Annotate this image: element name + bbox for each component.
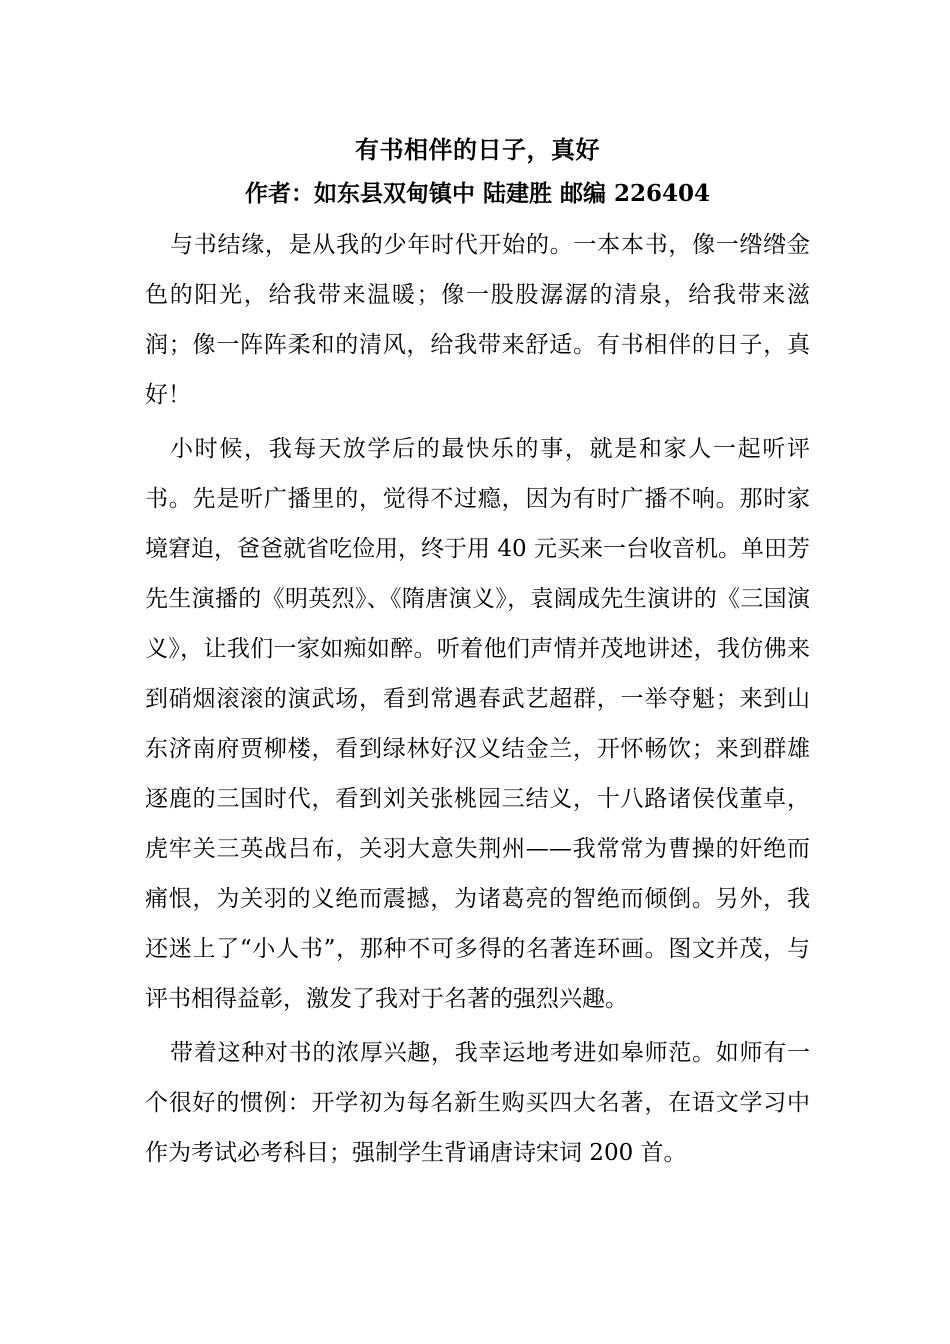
document-title: 有书相伴的日子，真好	[355, 135, 600, 164]
paragraph-2: 小时候，我每天放学后的最快乐的事，就是和家人一起听评书。先是听广播里的，觉得不过瘾，因为有时广播不响。那时家境窘迫，爸爸就省吃俭用，终于用 40 元买来一台收音机。单田芳先生演播的《明英烈》、《隋唐演义》，袁阔成先生演讲的《三国演义》，让我们一家如痴如醉。听着他们声情并茂地讲述，我仿佛来到硝烟滚滚的演武场，看到常遇春武艺超群，一举夺魁；来到山东济南府贾柳楼，看到绿林好汉义结金兰，开怀畅饮；来到群雄逐鹿的三国时代，看到刘关张桃园三结义，十八路诸侯伐董卓，虎牢关三英战吕布，关羽大意失荆州——我常常为曹操的奸绝而痛恨，为关羽的义绝而震撼，为诸葛亮的智绝而倾倒。另外，我还迷上了“小人书”，那种不可多得的名著连环画。图文并茂，与评书相得益彰，激发了我对于名著的强烈兴趣。	[145, 436, 810, 1012]
document-page	[145, 128, 810, 1178]
author-byline: 作者：如东县双甸镇中 陆建胜 邮编 226404	[244, 180, 711, 207]
paragraph-1: 与书结缘，是从我的少年时代开始的。一本本书，像一绺绺金色的阳光，给我带来温暖；像一股股潺潺的清泉，给我带来滋润；像一阵阵柔和的清风，给我带来舒适。有书相伴的日子，真好！	[145, 232, 810, 408]
paragraph-3: 带着这种对书的浓厚兴趣，我幸运地考进如皋师范。如师有一个很好的惯例：开学初为每名新生购买四大名著，在语文学习中作为考试必考科目；强制学生背诵唐诗宋词 200 首。	[145, 1040, 810, 1166]
